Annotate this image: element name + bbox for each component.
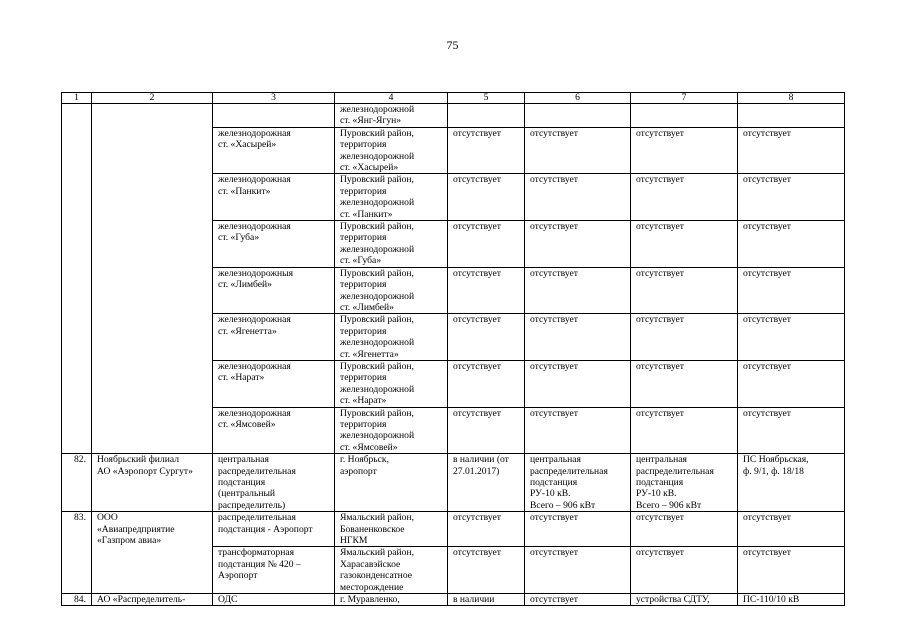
status-cell: отсутствует: [448, 512, 525, 547]
header-cell: 7: [631, 93, 738, 104]
header-cell: 1: [62, 93, 92, 104]
col6-cell: отсутствует: [525, 360, 631, 407]
location-cell: Пуровский район, территория железнодорожной ст. «Нарат»: [335, 360, 448, 407]
page-number: 75: [446, 38, 459, 52]
col8-cell: отсутствует: [738, 547, 845, 594]
object-name-cell: трансформаторная подстанция № 420 – Аэропорт: [213, 547, 335, 594]
col8-cell: отсутствует: [738, 267, 845, 314]
col7-cell: отсутствует: [631, 267, 738, 314]
col7-cell: отсутствует: [631, 407, 738, 454]
table-row: [62, 104, 845, 128]
col6-cell: отсутствует: [525, 221, 631, 268]
col8-cell: отсутствует: [738, 314, 845, 361]
col7-cell: отсутствует: [631, 547, 738, 594]
object-name-cell: железнодорожная ст. «Ямсовей»: [213, 407, 335, 454]
col7-cell: [631, 104, 738, 128]
object-name-cell: железнодорожная ст. «Нарат»: [213, 360, 335, 407]
col7-cell: отсутствует: [631, 360, 738, 407]
col7-cell: отсутствует: [631, 221, 738, 268]
col8-cell: отсутствует: [738, 221, 845, 268]
organization-cell: ООО «Авиапредприятие «Газпром авиа»: [92, 512, 213, 594]
col8-cell: отсутствует: [738, 174, 845, 221]
table-row: [62, 454, 845, 512]
col8-cell: отсутствует: [738, 127, 845, 174]
row-number-cell: 82.: [62, 454, 92, 512]
header-cell: 3: [213, 93, 335, 104]
location-cell: железнодорожной ст. «Янг-Ягун»: [335, 104, 448, 128]
organization-cell: Ноябрьский филиал АО «Аэропорт Сургут»: [92, 454, 213, 512]
location-cell: Пуровский район, территория железнодорожной ст. «Панкит»: [335, 174, 448, 221]
status-cell: отсутствует: [448, 314, 525, 361]
status-cell: в наличии (от 27.01.2017): [448, 454, 525, 512]
col6-cell: отсутствует: [525, 127, 631, 174]
table-body: [62, 104, 845, 606]
organization-cell: АО «Распределитель-: [92, 594, 213, 606]
col7-cell: отсутствует: [631, 314, 738, 361]
col7-cell: центральная распределительная подстанция РУ-10 кВ. Всего – 906 кВт: [631, 454, 738, 512]
col6-cell: отсутствует: [525, 314, 631, 361]
col6-cell: отсутствует: [525, 547, 631, 594]
row-number-cell: [62, 104, 92, 454]
status-cell: отсутствует: [448, 127, 525, 174]
status-cell: отсутствует: [448, 407, 525, 454]
col6-cell: отсутствует: [525, 267, 631, 314]
location-cell: Пуровский район, территория железнодорожной ст. «Губа»: [335, 221, 448, 268]
col8-cell: ПС Ноябрьская, ф. 9/1, ф. 18/18: [738, 454, 845, 512]
col7-cell: устройства СДТУ,: [631, 594, 738, 606]
row-number-cell: 83.: [62, 512, 92, 594]
col6-cell: отсутствует: [525, 594, 631, 606]
header-cell: 4: [335, 93, 448, 104]
col6-cell: отсутствует: [525, 174, 631, 221]
status-cell: [448, 104, 525, 128]
header-cell: 2: [92, 93, 213, 104]
col6-cell: отсутствует: [525, 512, 631, 547]
location-cell: Ямальский район, Харасавэйское газоконденсатное месторождение: [335, 547, 448, 594]
object-name-cell: железнодорожныя ст. «Лимбей»: [213, 267, 335, 314]
object-name-cell: железнодорожная ст. «Хасырей»: [213, 127, 335, 174]
location-cell: Пуровский район, территория железнодорожной ст. «Хасырей»: [335, 127, 448, 174]
col7-cell: отсутствует: [631, 174, 738, 221]
object-name-cell: железнодорожная ст. «Губа»: [213, 221, 335, 268]
object-name-cell: железнодорожная ст. «Ягенетта»: [213, 314, 335, 361]
location-cell: Пуровский район, территория железнодорожной ст. «Ягенетта»: [335, 314, 448, 361]
object-name-cell: распределительная подстанция - Аэропорт: [213, 512, 335, 547]
col8-cell: отсутствует: [738, 407, 845, 454]
col8-cell: [738, 104, 845, 128]
header-row: [62, 93, 845, 104]
location-cell: г. Ноябрьск, аэропорт: [335, 454, 448, 512]
col6-cell: центральная распределительная подстанция РУ-10 кВ. Всего – 906 кВт: [525, 454, 631, 512]
object-name-cell: ОДС: [213, 594, 335, 606]
object-name-cell: центральная распределительная подстанция (центральный распределитель): [213, 454, 335, 512]
object-name-cell: [213, 104, 335, 128]
location-cell: Ямальский район, Бованенковское НГКМ: [335, 512, 448, 547]
col7-cell: отсутствует: [631, 512, 738, 547]
header-cell: 6: [525, 93, 631, 104]
status-cell: отсутствует: [448, 360, 525, 407]
location-cell: Пуровский район, территория железнодорожной ст. «Ямсовей»: [335, 407, 448, 454]
status-cell: в наличии: [448, 594, 525, 606]
location-cell: г. Муравленко,: [335, 594, 448, 606]
status-cell: отсутствует: [448, 221, 525, 268]
organization-cell: [92, 104, 213, 454]
status-cell: отсутствует: [448, 267, 525, 314]
location-cell: Пуровский район, территория железнодорожной ст. «Лимбей»: [335, 267, 448, 314]
col8-cell: отсутствует: [738, 360, 845, 407]
registry-table: [61, 92, 845, 606]
object-name-cell: железнодорожная ст. «Панкит»: [213, 174, 335, 221]
col7-cell: отсутствует: [631, 127, 738, 174]
col6-cell: отсутствует: [525, 407, 631, 454]
row-number-cell: 84.: [62, 594, 92, 606]
col6-cell: [525, 104, 631, 128]
col8-cell: отсутствует: [738, 512, 845, 547]
table-row: [62, 512, 845, 547]
table-row: [62, 594, 845, 606]
col8-cell: ПС-110/10 кВ: [738, 594, 845, 606]
status-cell: отсутствует: [448, 547, 525, 594]
status-cell: отсутствует: [448, 174, 525, 221]
header-cell: 5: [448, 93, 525, 104]
header-cell: 8: [738, 93, 845, 104]
